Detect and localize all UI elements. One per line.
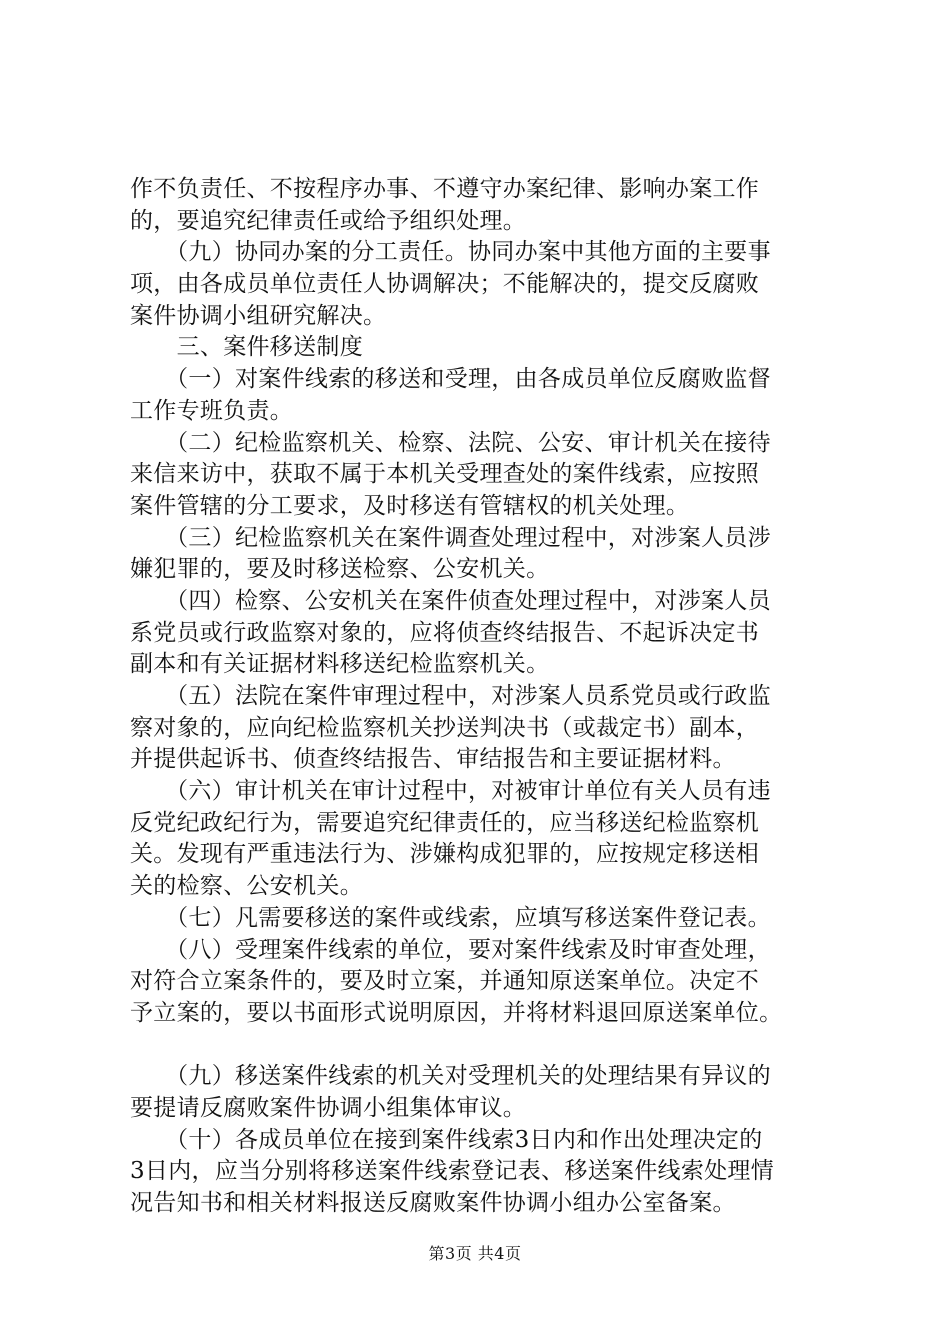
page-number-footer: 第3页 共4页 (428, 1244, 522, 1263)
text-line: 反党纪政纪行为，需要追究纪律责任的，应当移送纪检监察机 (130, 809, 760, 836)
text-line: （八）受理案件线索的单位，要对案件线索及时审查处理， (130, 936, 771, 963)
text-line: 关的检察、公安机关。 (130, 873, 363, 900)
text-line: （二）纪检监察机关、检察、法院、公安、审计机关在接待 (130, 429, 771, 456)
text-line: 要提请反腐败案件协调小组集体审议。 (130, 1094, 527, 1121)
text-line: 项，由各成员单位责任人协调解决；不能解决的，提交反腐败 (130, 271, 760, 298)
text-line: 嫌犯罪的，要及时移送检察、公安机关。 (130, 556, 550, 583)
text-line: 关。发现有严重违法行为、涉嫌构成犯罪的，应按规定移送相 (130, 841, 760, 868)
text-line: 并提供起诉书、侦查终结报告、审结报告和主要证据材料。 (130, 746, 736, 773)
text-line: 系党员或行政监察对象的，应将侦查终结报告、不起诉决定书 (130, 619, 760, 646)
text-line: 作不负责任、不按程序办事、不遵守办案纪律、影响办案工作 (130, 176, 760, 202)
text-line: 案件协调小组研究解决。 (130, 302, 387, 329)
blank-line (130, 1030, 842, 1062)
text-line: （十）各成员单位在接到案件线索3日内和作出处理决定的 (130, 1126, 763, 1153)
text-line: 3日内，应当分别将移送案件线索登记表、移送案件线索处理情 (130, 1158, 775, 1185)
text-line: （四）检察、公安机关在案件侦查处理过程中，对涉案人员 (130, 587, 771, 614)
text-line: 工作专班负责。 (130, 397, 294, 424)
text-line: （一）对案件线索的移送和受理，由各成员单位反腐败监督 (130, 366, 771, 393)
text-line: （七）凡需要移送的案件或线索，应填写移送案件登记表。 (130, 904, 771, 931)
text-line: 况告知书和相关材料报送反腐败案件协调小组办公室备案。 (130, 1190, 736, 1216)
text-line: 予立案的，要以书面形式说明原因，并将材料退回原送案单位。 (130, 999, 783, 1026)
text-line: （五）法院在案件审理过程中，对涉案人员系党员或行政监 (130, 683, 771, 709)
text-line: 副本和有关证据材料移送纪检监察机关。 (130, 651, 550, 678)
document-body (130, 174, 842, 1220)
text-line: （九）移送案件线索的机关对受理机关的处理结果有异议的 (130, 1063, 771, 1090)
text-line: 来信来访中，获取不属于本机关受理查处的案件线索，应按照 (130, 461, 760, 488)
text-line: 对符合立案条件的，要及时立案，并通知原送案单位。决定不 (130, 968, 760, 995)
text-line: 的，要追究纪律责任或给予组织处理。 (130, 207, 527, 234)
text-line: （三）纪检监察机关在案件调查处理过程中，对涉案人员涉 (130, 524, 771, 551)
text-line: 三、案件移送制度 (130, 334, 363, 361)
text-line: （六）审计机关在审计过程中，对被审计单位有关人员有违 (130, 778, 771, 805)
text-line: （九）协同办案的分工责任。协同办案中其他方面的主要事 (130, 239, 771, 266)
text-line: 察对象的，应向纪检监察机关抄送判决书（或裁定书）副本， (130, 714, 760, 741)
text-line: 案件管辖的分工要求，及时移送有管辖权的机关处理。 (130, 492, 690, 519)
